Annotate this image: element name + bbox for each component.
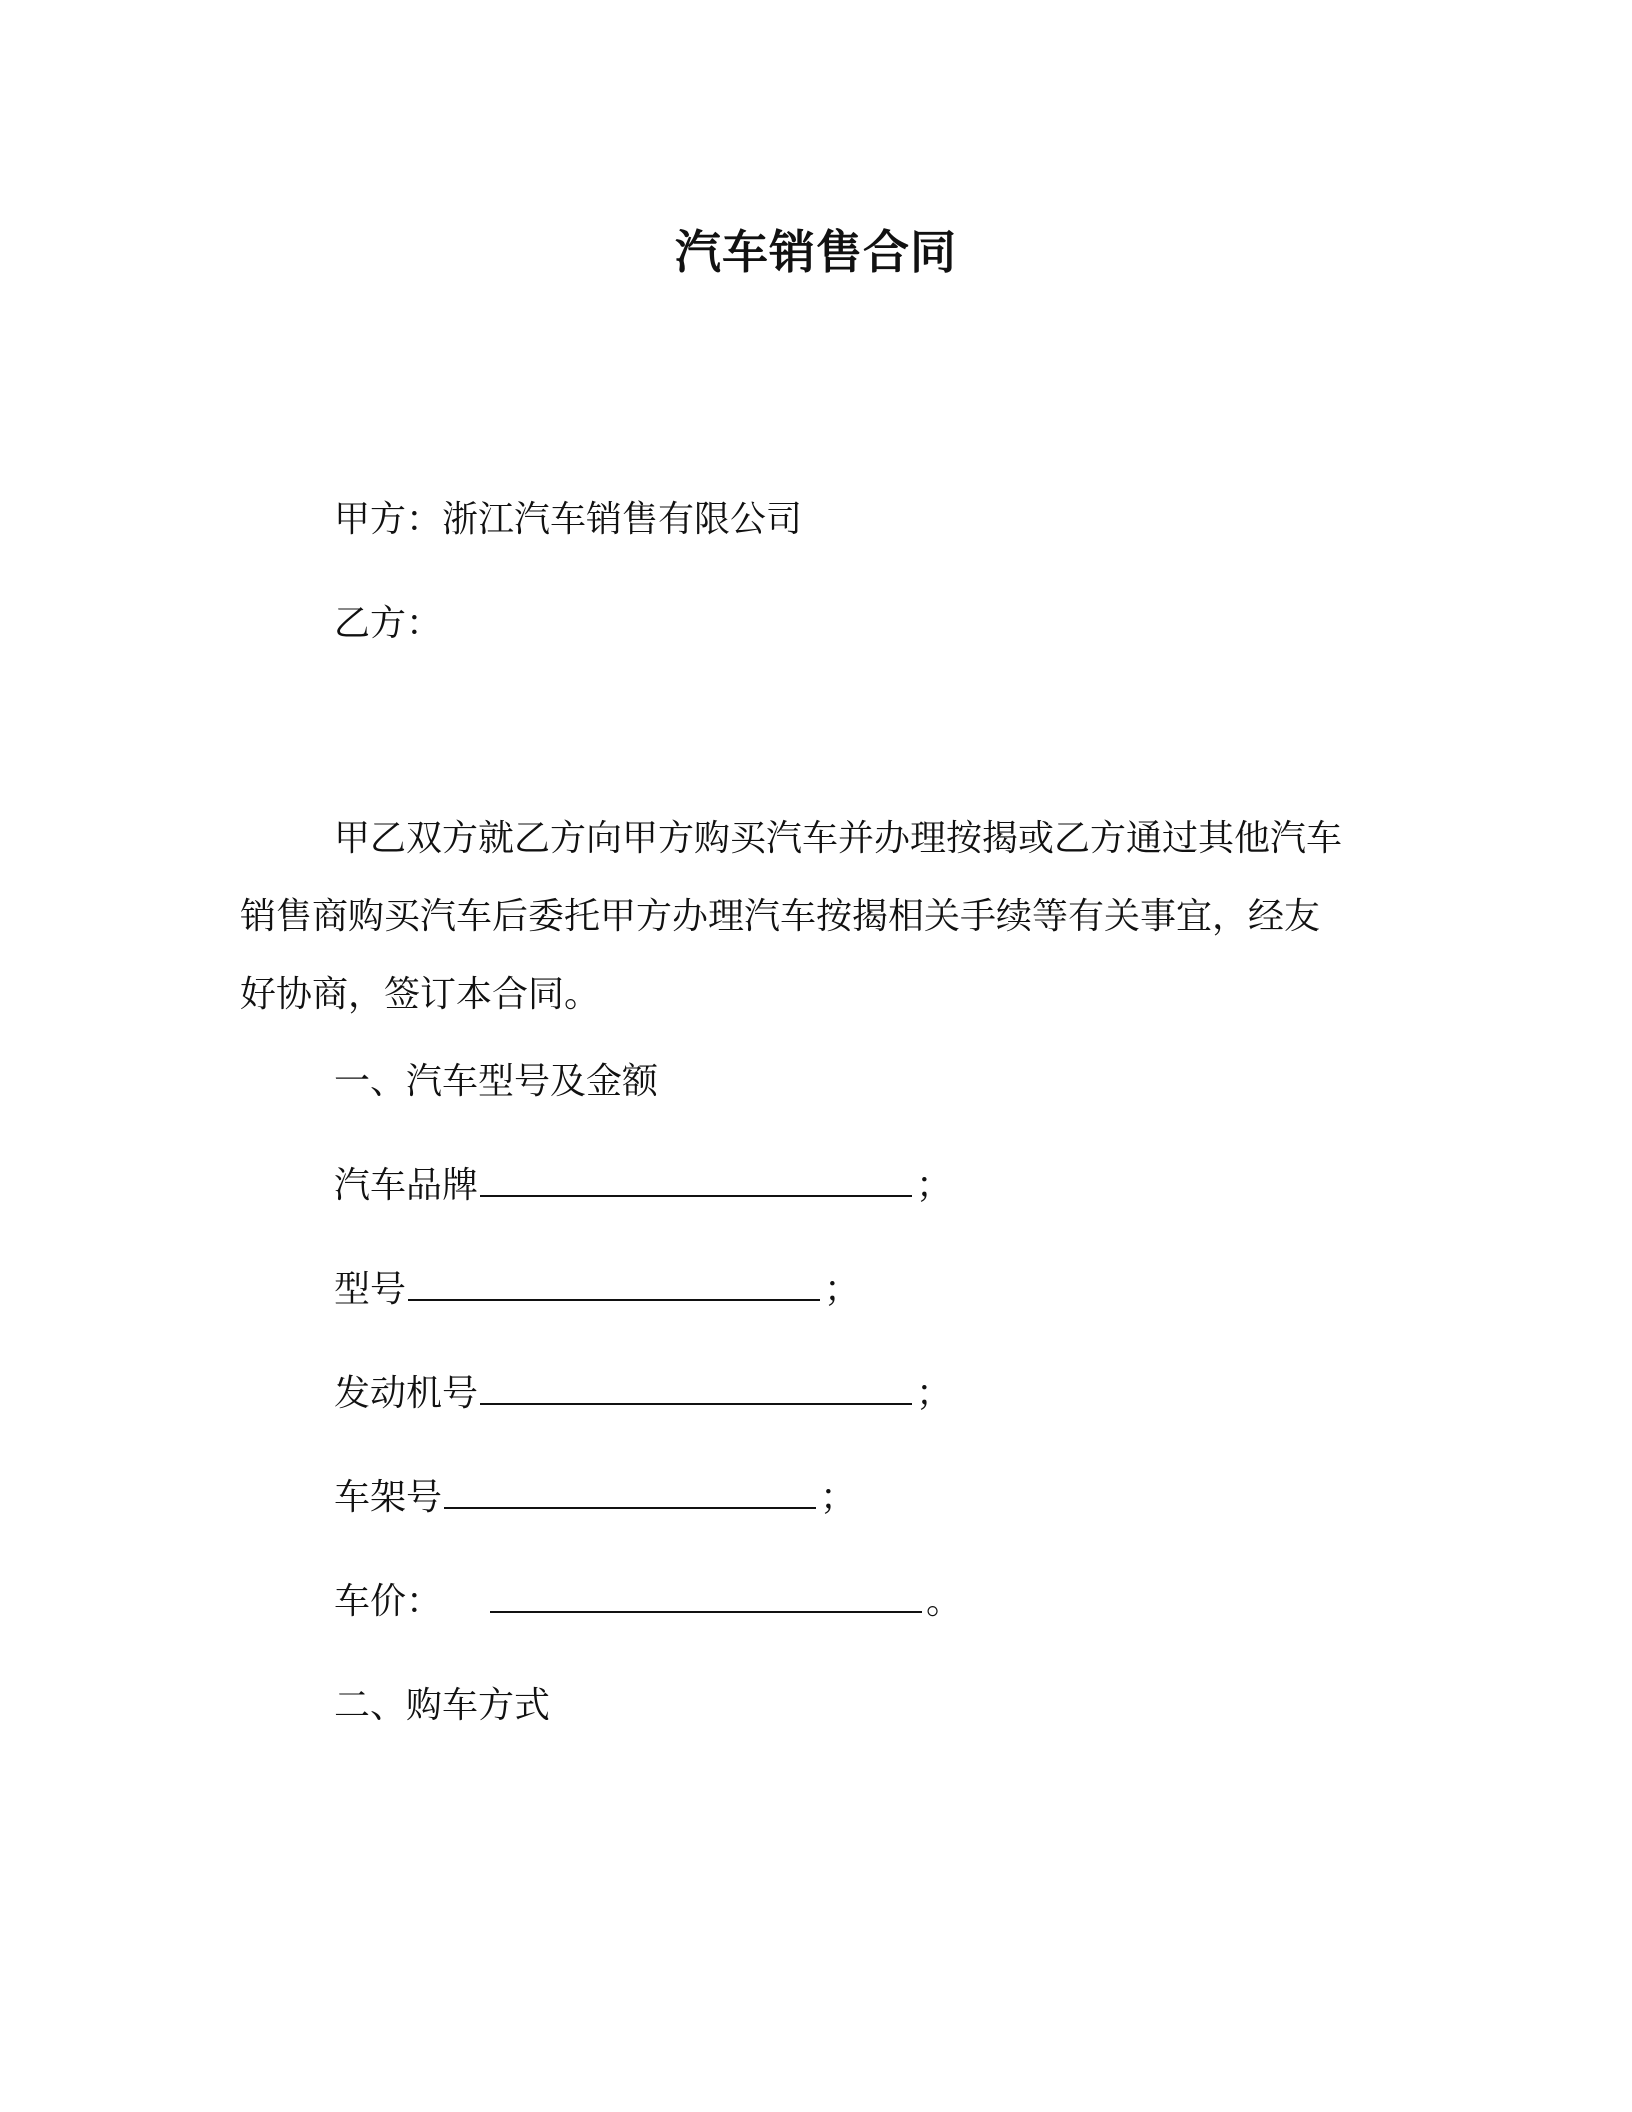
field-car-price [334, 1578, 962, 1626]
party-a-value: 浙江汽车销售有限公司 [442, 499, 803, 540]
field-frame-number-blank[interactable] [444, 1477, 816, 1509]
party-a-label: 甲方： [334, 499, 443, 540]
field-model-label: 型号 [334, 1269, 407, 1310]
field-car-price-blank[interactable] [490, 1581, 922, 1613]
field-model-terminator: ； [824, 1269, 861, 1310]
field-car-price-label: 车价： [334, 1581, 443, 1622]
party-b-line [334, 600, 442, 648]
field-engine-number-blank[interactable] [480, 1373, 912, 1405]
field-car-brand-label: 汽车品牌 [334, 1165, 479, 1206]
field-car-price-terminator: 。 [926, 1581, 963, 1622]
party-b-label: 乙方： [334, 603, 443, 644]
field-frame-number [334, 1474, 856, 1522]
field-frame-number-label: 车架号 [334, 1477, 443, 1518]
intro-line-3: 好协商，签订本合同。 [240, 974, 601, 1015]
party-a-line [334, 496, 802, 544]
field-car-brand [334, 1162, 952, 1210]
field-engine-number [334, 1370, 952, 1418]
field-model-blank[interactable] [408, 1269, 820, 1301]
field-engine-number-terminator: ； [916, 1373, 953, 1414]
section-2-heading: 二、购车方式 [334, 1685, 551, 1726]
section-1-heading: 一、汽车型号及金额 [334, 1061, 659, 1102]
document-title: 汽车销售合同 [675, 225, 957, 279]
field-car-brand-terminator: ； [916, 1165, 953, 1206]
field-frame-number-terminator: ； [820, 1477, 857, 1518]
intro-line-1: 甲乙双方就乙方向甲方购买汽车并办理按揭或乙方通过其他汽车 [334, 818, 1343, 859]
field-model [334, 1266, 860, 1314]
field-car-brand-blank[interactable] [480, 1165, 912, 1197]
intro-paragraph [240, 800, 1380, 1034]
field-engine-number-label: 发动机号 [334, 1373, 479, 1414]
intro-line-2: 销售商购买汽车后委托甲方办理汽车按揭相关手续等有关事宜，经友 [240, 896, 1321, 937]
